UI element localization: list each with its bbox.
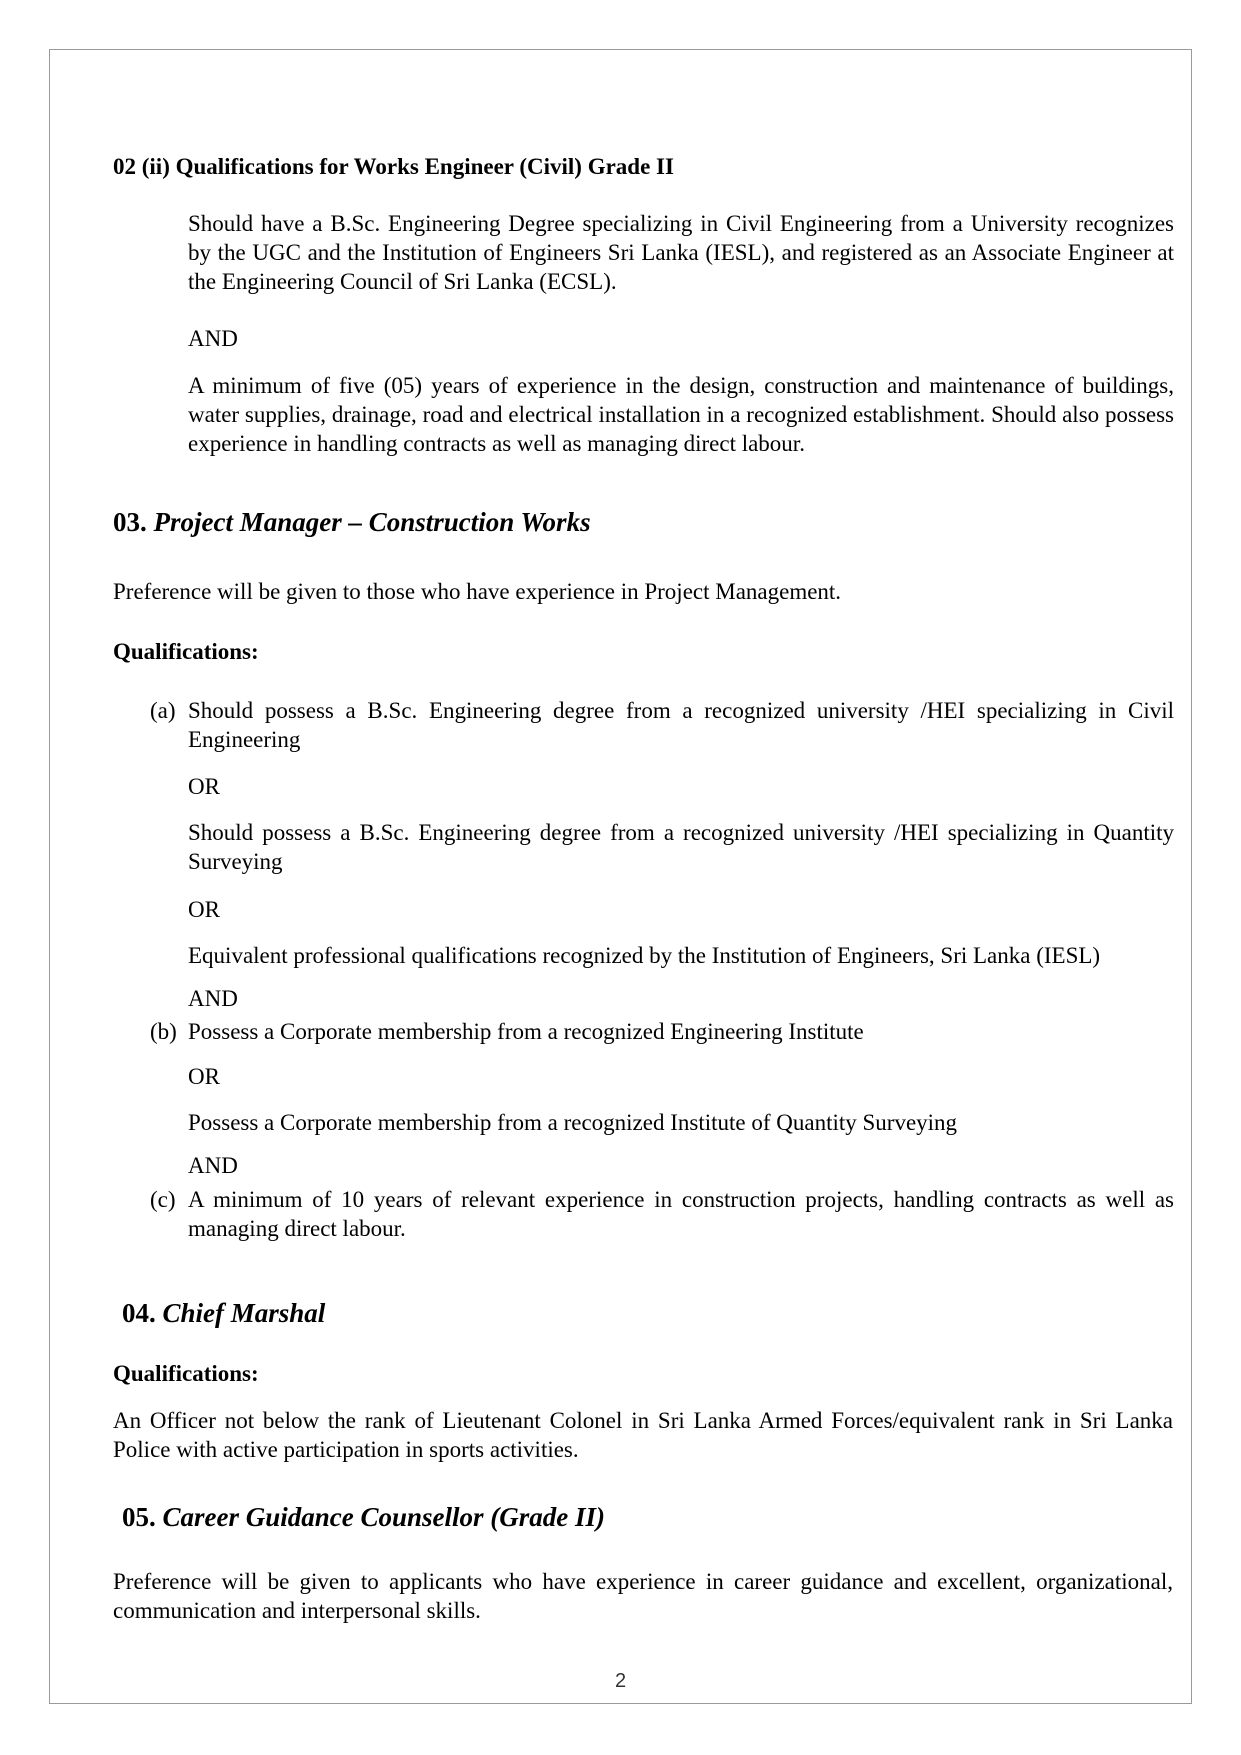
item-a-label: (a) (150, 698, 176, 723)
section-04-text: An Officer not below the rank of Lieutenant Colonel in Sri Lanka Armed Forces/equivalent rank in Sri Lanka Police with active participation in sports activities. (113, 1408, 1173, 1462)
section-05-text: Preference will be given to applicants who have experience in career guidance and excellent, organizational, communication and interpersonal skills. (113, 1569, 1173, 1623)
section-04-qualifications-label: Qualifications: (113, 1361, 259, 1386)
page-number: 2 (614, 1670, 627, 1692)
section-04-title: Chief Marshal (162, 1298, 326, 1328)
item-a-or-2: OR (188, 897, 220, 922)
section-02-heading: 02 (ii) Qualifications for Works Engineer (Civil) Grade II (113, 154, 674, 179)
section-05-number: 05. (122, 1502, 156, 1532)
section-03-qualifications-label: Qualifications: (113, 639, 259, 664)
item-b-or: OR (188, 1064, 220, 1089)
item-a-and: AND (188, 986, 238, 1011)
item-c-label: (c) (150, 1187, 176, 1212)
section-03-heading (113, 508, 591, 537)
section-05-heading (122, 1503, 605, 1532)
section-03-preference: Preference will be given to those who have experience in Project Management. (113, 579, 842, 604)
item-b-label: (b) (150, 1019, 177, 1044)
item-b-and: AND (188, 1153, 238, 1178)
item-b-option-2: Possess a Corporate membership from a recognized Institute of Quantity Surveying (188, 1110, 958, 1135)
section-02-paragraph-1: Should have a B.Sc. Engineering Degree specializing in Civil Engineering from a University recognizes by the UGC and the Institution of Engineers Sri Lanka (IESL), and registered as an Associate Engineer at the Engineering Council of Sri Lanka (ECSL). (188, 211, 1174, 294)
item-a-option-1: Should possess a B.Sc. Engineering degree from a recognized university /HEI specializing in Civil Engineering (188, 698, 1174, 752)
section-03-number: 03. (113, 507, 147, 537)
section-05-title: Career Guidance Counsellor (Grade II) (162, 1502, 606, 1532)
item-c-text: A minimum of 10 years of relevant experience in construction projects, handling contracts as well as managing direct labour. (188, 1187, 1174, 1241)
section-02-paragraph-2: A minimum of five (05) years of experience in the design, construction and maintenance of buildings, water supplies, drainage, road and electrical installation in a recognized establishment. Should also possess experience in handling contracts as well as managing direct labour. (188, 373, 1174, 456)
item-a-or-1: OR (188, 774, 220, 799)
section-04-number: 04. (122, 1298, 156, 1328)
section-04-heading (122, 1299, 325, 1328)
item-a-option-3: Equivalent professional qualifications recognized by the Institution of Engineers, Sri Lanka (IESL) (188, 943, 1101, 968)
section-03-title: Project Manager – Construction Works (153, 507, 591, 537)
item-b-option-1: Possess a Corporate membership from a recognized Engineering Institute (188, 1019, 864, 1044)
item-a-option-2: Should possess a B.Sc. Engineering degree from a recognized university /HEI specializing in Quantity Surveying (188, 820, 1174, 874)
section-02-and: AND (188, 326, 238, 351)
